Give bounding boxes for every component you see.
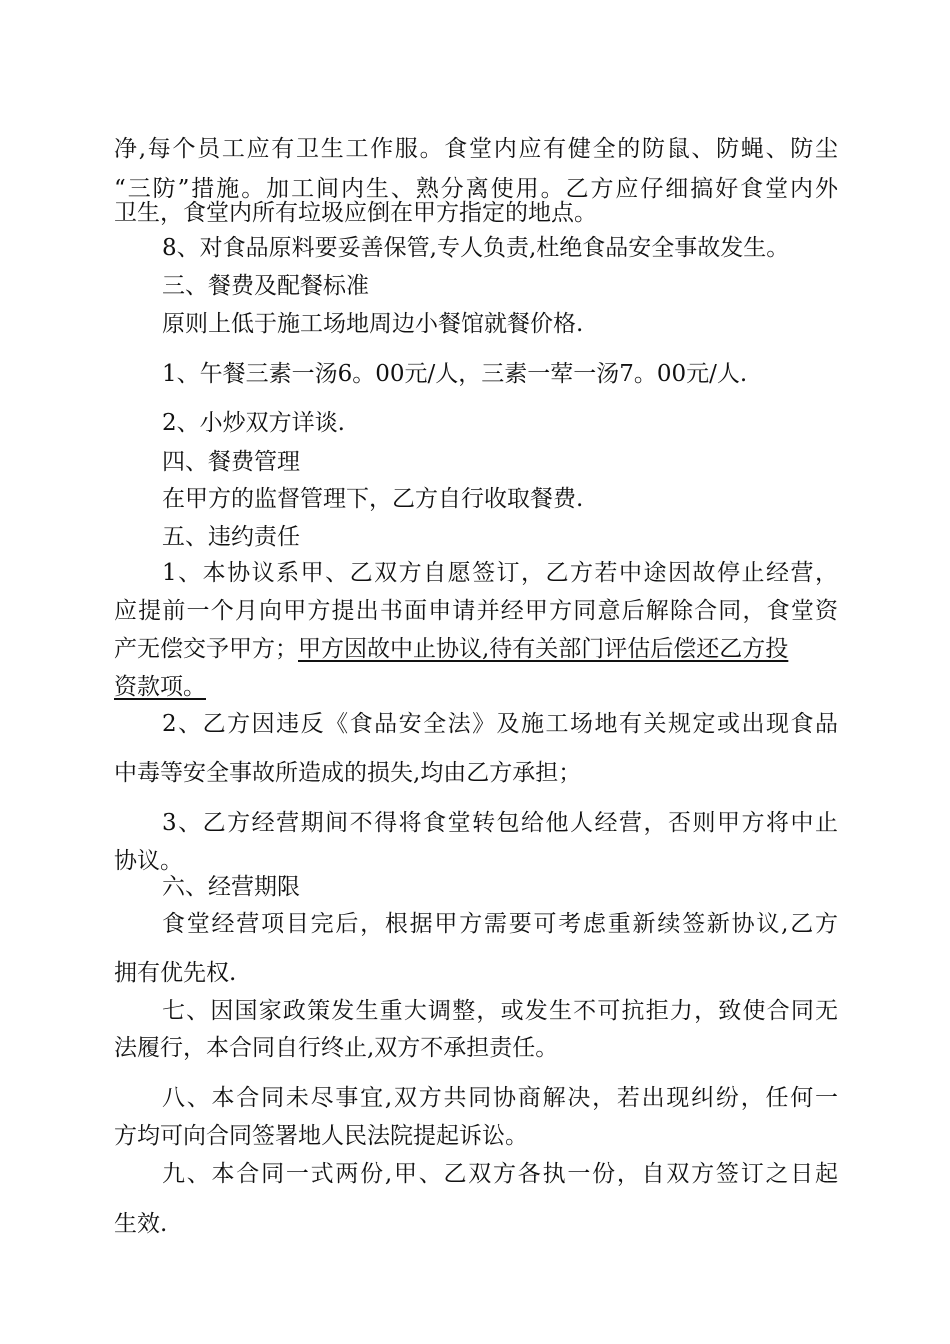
text-line: 食堂经营项目完后，根据甲方需要可考虑重新续签新协议,乙方 (162, 911, 838, 937)
text-line: 1、午餐三素一汤6。00元/人，三素一荤一汤7。00元/人. (162, 361, 748, 387)
underlined-text: 甲方因故中止协议,待有关部门评估后偿还乙方投 (298, 636, 789, 662)
section-heading: 五、违约责任 (162, 524, 300, 550)
text-line: 8、对食品原料要妥善保管,专人负责,杜绝食品安全事故发生。 (162, 235, 790, 261)
text-line: 八、本合同未尽事宜,双方共同协商解决，若出现纠纷，任何一 (162, 1085, 838, 1111)
text-line: 净,每个员工应有卫生工作服。食堂内应有健全的防鼠、防蝇、防尘 (114, 136, 838, 162)
text-line: “三防”措施。加工间内生、熟分离使用。乙方应仔细搞好食堂内外 (114, 176, 838, 202)
underlined-text: 资款项。 (114, 674, 206, 700)
text-line: 3、乙方经营期间不得将食堂转包给他人经营，否则甲方将中止 (162, 810, 838, 836)
text-line: 九、本合同一式两份,甲、乙双方各执一份，自双方签订之日起 (162, 1161, 838, 1187)
text-line: 拥有优先权. (114, 960, 237, 986)
text-line (114, 670, 206, 704)
text-line: 生效. (114, 1211, 168, 1237)
section-heading: 六、经营期限 (162, 874, 300, 900)
text-line: 2、乙方因违反《食品安全法》及施工场地有关规定或出现食品 (162, 711, 838, 737)
text-line: 1、本协议系甲、乙双方自愿签订，乙方若中途因故停止经营， (162, 560, 838, 586)
section-heading: 四、餐费管理 (162, 449, 300, 475)
text-line: 应提前一个月向甲方提出书面申请并经甲方同意后解除合同，食堂资 (114, 598, 838, 624)
section-heading: 三、餐费及配餐标准 (162, 273, 369, 299)
text-line: 协议。 (114, 848, 183, 874)
text-line (114, 632, 788, 666)
text-line: 七、因国家政策发生重大调整，或发生不可抗拒力，致使合同无 (162, 998, 838, 1024)
text-line: 原则上低于施工场地周边小餐馆就餐价格. (162, 311, 584, 337)
text-line: 2、小炒双方详谈. (162, 410, 345, 436)
text-line: 方均可向合同签署地人民法院提起诉讼。 (114, 1123, 528, 1149)
text-line: 在甲方的监督管理下，乙方自行收取餐费. (162, 486, 584, 512)
text-line: 中毒等安全事故所造成的损失,均由乙方承担； (114, 760, 582, 786)
text-line: 卫生，食堂内所有垃圾应倒在甲方指定的地点。 (114, 200, 597, 226)
text-span: 产无偿交予甲方； (114, 636, 298, 662)
text-line: 法履行，本合同自行终止,双方不承担责任。 (114, 1035, 559, 1061)
